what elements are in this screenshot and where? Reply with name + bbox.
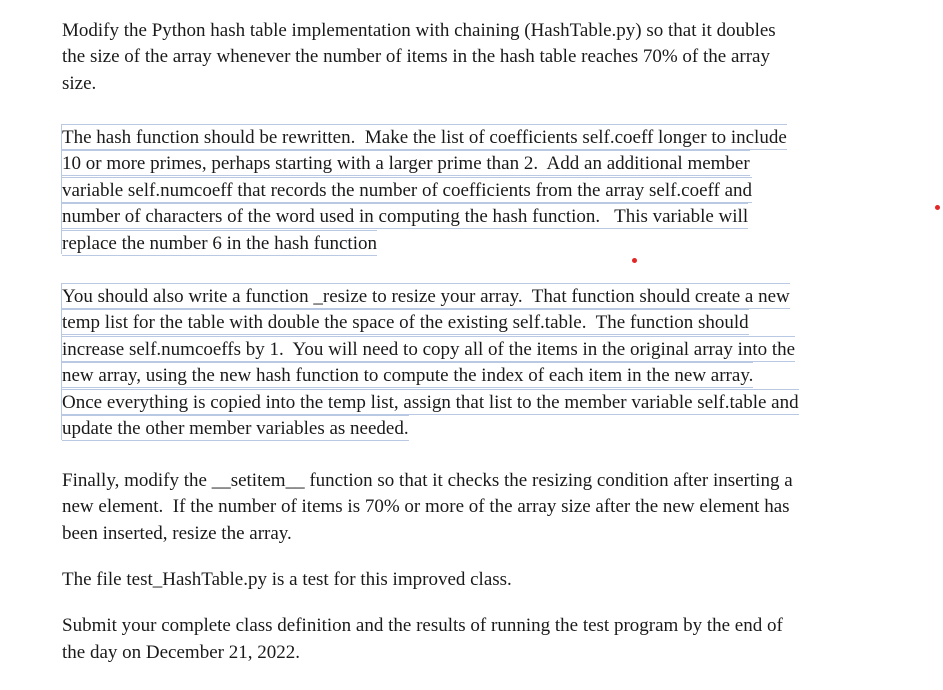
paragraph-line: new array, using the new hash function to compute the index of each item in the new array. [62, 362, 753, 388]
paragraph-line: 10 or more primes, perhaps starting with a larger prime than 2. Add an additional member [62, 150, 750, 176]
paragraph-line: size. [62, 73, 97, 94]
paragraph-line: replace the number 6 in the hash function [62, 230, 377, 256]
paragraph-line: the size of the array whenever the number of items in the hash table reaches 70% of the array [62, 46, 770, 67]
paragraph-line: You should also write a function _resize to resize your array. That function should create a new [62, 283, 790, 309]
comment-marker-icon[interactable] [935, 205, 940, 210]
paragraph-line: temp list for the table with double the space of the existing self.table. The function should [62, 309, 749, 335]
paragraph-line: The file test_HashTable.py is a test for this improved class. [62, 569, 512, 590]
paragraph-line: increase self.numcoeffs by 1. You will need to copy all of the items in the original array into the [62, 336, 795, 362]
paragraph-line: variable self.numcoeff that records the number of coefficients from the array self.coeff and [62, 177, 752, 203]
paragraph-line: Finally, modify the __setitem__ function so that it checks the resizing condition after inserting a [62, 470, 793, 491]
paragraph-line: number of characters of the word used in computing the hash function. This variable will [62, 203, 748, 229]
paragraph-line: the day on December 21, 2022. [62, 642, 300, 663]
paragraph-line: Modify the Python hash table implementation with chaining (HashTable.py) so that it doubles [62, 20, 776, 41]
paragraph-line: been inserted, resize the array. [62, 523, 292, 544]
paragraph-line: Submit your complete class definition and the results of running the test program by the end of [62, 615, 783, 636]
paragraph-line: update the other member variables as needed. [62, 415, 409, 441]
paragraph-line: new element. If the number of items is 70% or more of the array size after the new element has [62, 496, 790, 517]
paragraph-line: Once everything is copied into the temp list, assign that list to the member variable self.table and [62, 389, 799, 415]
comment-marker-icon[interactable] [632, 258, 637, 263]
paragraph-line: The hash function should be rewritten. Make the list of coefficients self.coeff longer to include [62, 124, 787, 150]
